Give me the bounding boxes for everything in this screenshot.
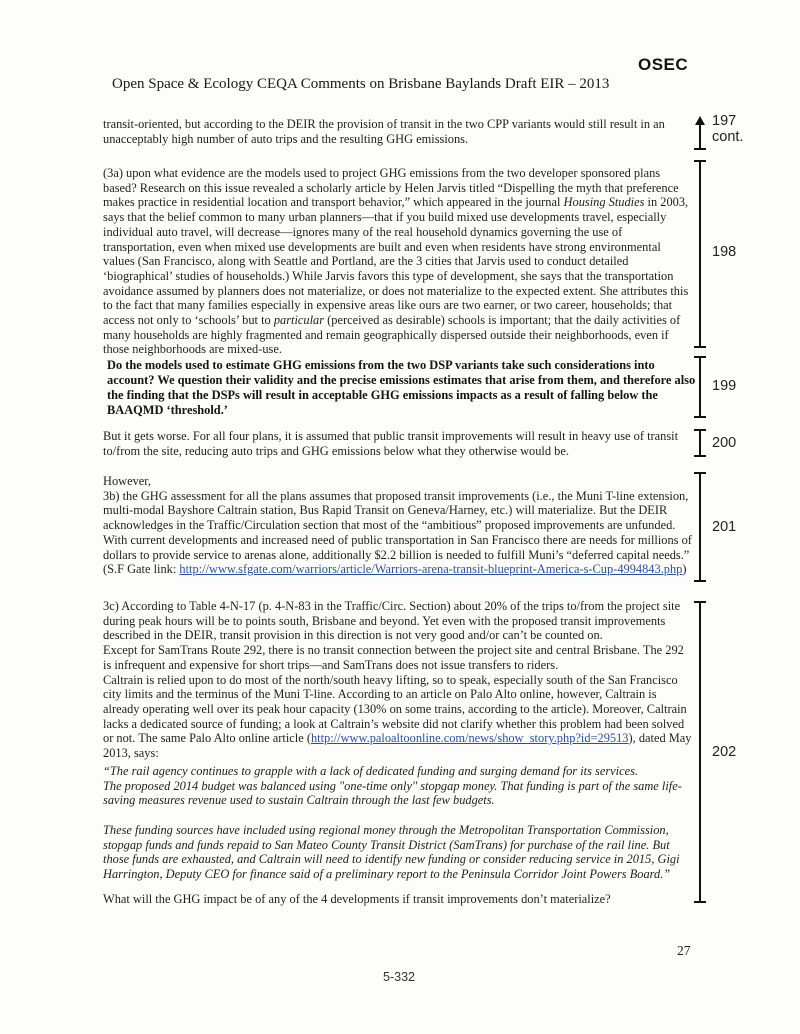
text-run: But it gets worse. For all four plans, it is assumed that public transit improvements will result in heavy use of transit to/from the site, reducing auto trips and GHG emissions below what they otherwise would be. [103,429,679,458]
quote-line: These funding sources have included using regional money through the Metropolitan Transportation Commission, stopgap funds and funds repaid to San Mateo County Transit District (SamTrans) for purchase of the rail line. But those funds are exhausted, and Caltrain will need to identify new funding or consider reducing service in 2015, Gigi Harrington, Deputy CEO for finance said of a preliminary report to the Peninsula Corridor Joint Powers Board.” [103,823,680,882]
sheet-number: 5-332 [383,970,415,984]
quote-line: “The rail agency continues to grapple with a lack of dedicated funding and surging demand for its services. [103,764,639,778]
paragraph-202 [103,599,695,761]
paragraph-197-cont [103,117,695,146]
org-tag: OSEC [638,55,689,74]
text-run: Caltrain is relied upon to do most of the north/south heavy lifting, so to speak, especially south of the San Francisco city limits and the terminus of the Muni T-line. According to an article on Palo Alto online, however, Caltrain is already operating well over its peak hour capacity (130% on some trains, according to the article). Moreover, Caltrain lacks a dedicated source of funding; a look at Caltrain’s website did not clarify whether this problem had been solved or not. The same Palo Alto online article ( [103,672,687,746]
comment-bracket-201 [694,472,706,582]
text-run: (perceived as desirable) schools is important; that the daily activities of many households are highly fragmented and remain geographically dispersed outside their neighborhoods, even if those neighborhoods are mixed-use. [103,313,681,357]
comment-label-202: 202 [712,744,737,760]
comment-label-199: 199 [712,378,737,394]
text-run: 3c) According to Table 4-N-17 (p. 4-N-83 in the Traffic/Circ. Section) about 20% of the trips to/from the project site during peak hours will be to points south, Brisbane and beyond. Yet even with the proposed transit improvements described in the DEIR, transit provision in this direction is not very good and/or can’t be counted on. [103,599,681,643]
final-question [103,892,695,907]
text-run: ), dated May 2013, says: [103,731,692,761]
quote-line: The proposed 2014 budget was balanced using "one-time only" stopgap money. That funding is part of the same life-saving measures revenue used to sustain Caltrain through the last few budgets. [103,778,682,808]
quote-block-2 [103,823,695,882]
comment-label-198: 198 [712,244,737,260]
text-run: (3a) upon what evidence are the models used to project GHG emissions from the two developer sponsored plans based? Research on this issue revealed a scholarly article by Helen Jarvis titled “Dispelling the myth that preference makes practice in residential location and transport behavior,” which appeared in the journal [103,166,679,210]
comment-number: 197 [712,113,737,129]
text-run: Except for SamTrans Route 292, there is no transit connection between the project site and central Brisbane. The 292 is infrequent and expensive for short trips—and SamTrans does not issue transfers to riders. [103,643,684,672]
paragraph-200 [103,429,695,458]
text-run: in 2003, says that the belief common to many urban planners—that if you build mixed use developments travel, especially individual auto travel, will decrease—ignores many of the real household dynamics governing the use of transportation, even when mixed use developments are built and even when residents have strong environmental values (San Francisco, along with Seattle and Portland, are the 3 cities that Jarvis used to conduct detailed ‘biographical’ studies of households.) While Jarvis favors this type of development, she says that the transportation avoidance assumed by planners does not materialize, or does not materialize to the expected extent. She attributes this to the fact that many families especially in expensive areas like ours are two earner, or two career, households; that access not only to ‘schools’ but to [103,195,689,328]
text-run: ) [682,562,687,577]
paragraph-201 [103,474,695,577]
comment-label-197 [712,113,743,145]
text-run: 3b) the GHG assessment for all the plans assumes that proposed transit improvements (i.e., the Muni T-line extension, multi-modal Bayshore Caltrain station, Bus Rapid Transit on Geneva/Harney, etc.) will materialize. But the DEIR acknowledges in the Traffic/Circulation section that most of the “ambitious” proposed improvements are unfunded. With current developments and increased need of public transportation in San Francisco there are needs for millions of dollars to provide service to arenas alone, additionally $2.2 billion is needed to fulfill Muni’s “deferred capital needs.” (S.F Gate link: [103,488,692,577]
comment-cont-label: cont. [712,129,744,145]
comment-bracket-198 [694,160,706,348]
comment-bracket-202 [694,601,706,903]
text-run: Do the models used to estimate GHG emissions from the two DSP variants take such considerations into account? We question their validity and the precise emissions estimates that arise from them, and therefore also the finding that the DSPs will result in acceptable GHG emissions impacts as a result of falling below the BAAQMD ‘threshold.’ [107,358,696,417]
text-run: transit-oriented, but according to the DEIR the provision of transit in the two CPP variants would still result in an unacceptably high number of auto trips and the resulting GHG emissions. [103,117,665,146]
comment-label-200: 200 [712,435,737,451]
journal-title-italic: Housing Studies [563,195,645,210]
paragraph-198 [103,166,695,357]
text-run: However, [103,474,152,488]
sfgate-link[interactable]: http://www.sfgate.com/warriors/article/Warriors-arena-transit-blueprint-America-s-Cup-4994843.php [179,562,683,577]
comment-bracket-197-arrow-up-icon [694,116,706,150]
page-title: Open Space & Ecology CEQA Comments on Brisbane Baylands Draft EIR – 2013 [112,76,610,92]
paloalto-link[interactable]: http://www.paloaltoonline.com/news/show_story.php?id=29513 [310,731,629,746]
comment-label-201: 201 [712,519,737,535]
comment-bracket-200 [694,429,706,457]
text-run: What will the GHG impact be of any of the 4 developments if transit improvements don’t materialize? [103,892,611,906]
page-number: 27 [677,943,691,958]
emphasis-italic: particular [273,313,325,328]
paragraph-199-bold-question [103,358,699,418]
quote-block-1 [103,764,695,808]
comment-bracket-199 [694,356,706,418]
